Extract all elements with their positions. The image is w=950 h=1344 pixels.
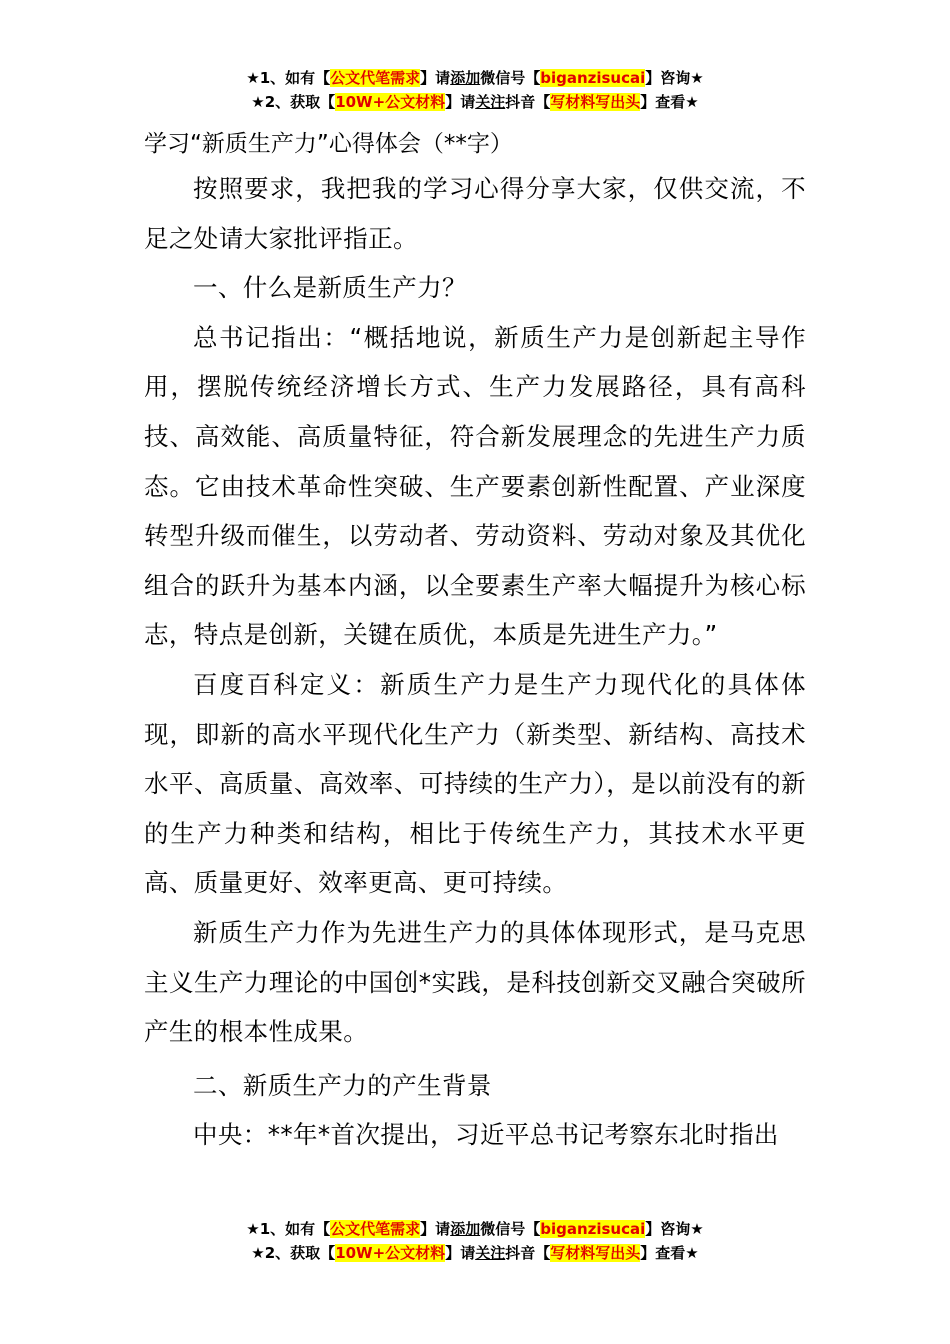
promo-line-2: ★2、获取【10W+公文材料】请关注抖音【写材料写出头】查看★ xyxy=(251,93,699,111)
section-heading-2: 二、新质生产力的产生背景 xyxy=(193,1070,492,1100)
paragraph-significance: 新质生产力作为先进生产力的具体体现形式，是马克思主义生产力理论的中国创*实践，是科技创新交叉融合突破所产生的根本性成果。 xyxy=(144,917,806,1047)
paragraph-quote: 总书记指出：“概括地说，新质生产力是创新起主导作用，摆脱传统经济增长方式、生产力发展路径，具有高科技、高效能、高质量特征，符合新发展理念的先进生产力质态。它由技术革命性突破、生产要素创新性配置、产业深度转型升级而催生，以劳动者、劳动资料、劳动对象及其优化组合的跃升为基本内涵，以全要素生产率大幅提升为核心标志，特点是创新，关键在质优，本质是先进生产力。” xyxy=(144,322,806,650)
paragraph-definition: 百度百科定义：新质生产力是生产力现代化的具体体现，即新的高水平现代化生产力（新类型、新结构、高技术水平、高质量、高效率、可持续的生产力），是以前没有的新的生产力种类和结构，相比于传统生产力，其技术水平更高、质量更好、效率更高、更可持续。 xyxy=(144,669,806,898)
highlight-douyin-id: 写材料写出头 xyxy=(550,1244,641,1262)
document-body xyxy=(144,124,806,1160)
paragraph-background: 中央：**年*首次提出，习近平总书记考察东北时指出 xyxy=(193,1120,779,1150)
promo-line-1: ★1、如有【公文代笔需求】请添加微信号【biganzisucai】咨询★ xyxy=(246,69,704,87)
promo-banner-top xyxy=(0,66,950,114)
highlight-materials: 10W+公文材料 xyxy=(335,1244,446,1262)
document-title: 学习“新质生产力”心得体会（**字） xyxy=(144,131,513,157)
highlight-wechat-id: biganzisucai xyxy=(540,69,646,87)
highlight-service: 公文代笔需求 xyxy=(330,1220,421,1238)
highlight-wechat-id: biganzisucai xyxy=(540,1220,646,1238)
promo-banner-bottom xyxy=(0,1217,950,1265)
promo-line-2: ★2、获取【10W+公文材料】请关注抖音【写材料写出头】查看★ xyxy=(251,1244,699,1262)
highlight-materials: 10W+公文材料 xyxy=(335,93,446,111)
highlight-service: 公文代笔需求 xyxy=(330,69,421,87)
promo-line-1: ★1、如有【公文代笔需求】请添加微信号【biganzisucai】咨询★ xyxy=(246,1220,704,1238)
paragraph-intro: 按照要求，我把我的学习心得分享大家，仅供交流，不足之处请大家批评指正。 xyxy=(144,174,806,253)
highlight-douyin-id: 写材料写出头 xyxy=(550,93,641,111)
section-heading-1: 一、什么是新质生产力？ xyxy=(193,273,467,303)
